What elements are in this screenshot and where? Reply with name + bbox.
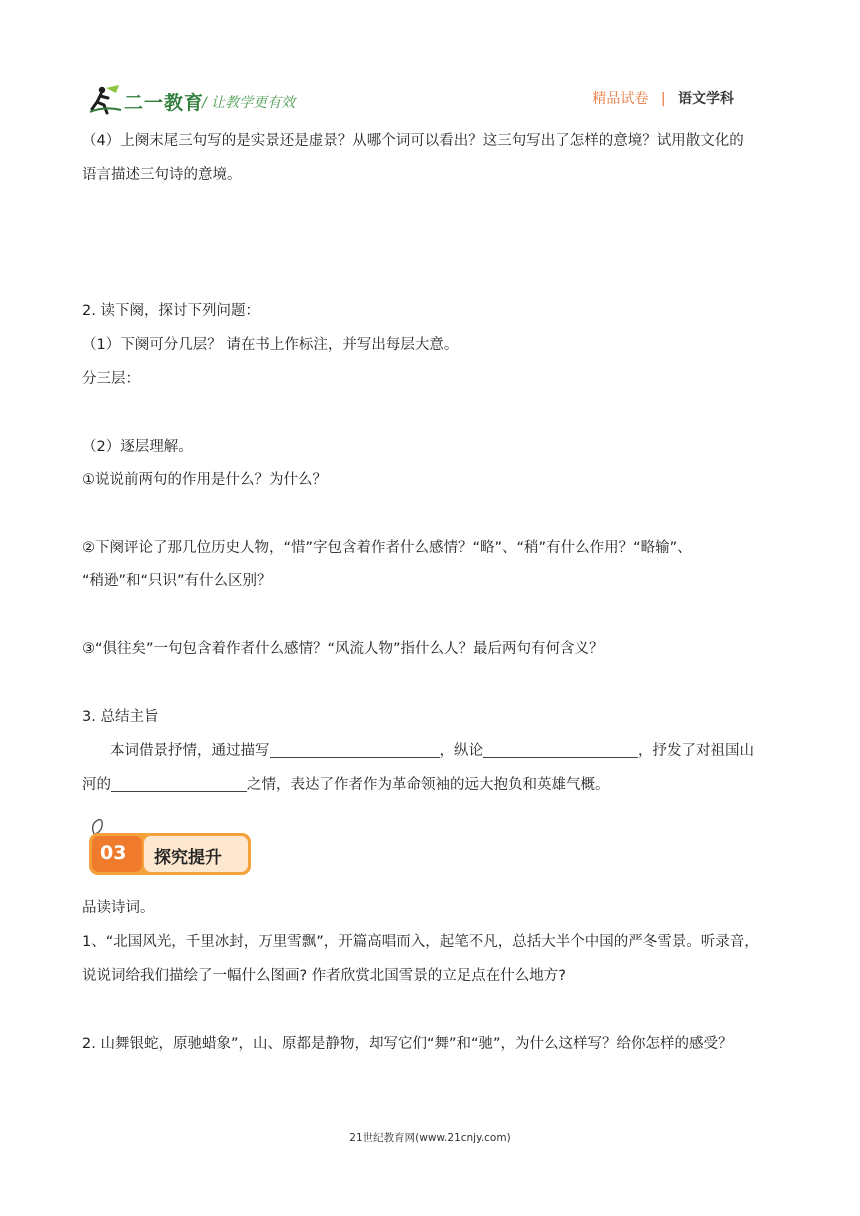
- explore-item-1-line-2: 说说词给我们描绘了一幅什么图画? 作者欣赏北国雪景的立足点在什么地方?: [82, 968, 566, 984]
- question-3-title: 3. 总结主旨: [82, 709, 159, 725]
- question-2-2: （2）逐层理解。: [82, 439, 193, 455]
- section-number: 03: [100, 842, 127, 864]
- explore-intro: 品读诗词。: [82, 900, 155, 916]
- summary-text-1: 本词借景抒情，通过描写: [110, 743, 270, 759]
- section-03-badge: [88, 814, 254, 876]
- question-1-4-line-1: （4）上阕末尾三句写的是实景还是虚景？从哪个词可以看出？这三句写出了怎样的意境？试用散文化的: [82, 133, 744, 149]
- summary-text-5: 之情，表达了作者作为革命领袖的远大抱负和英雄气概。: [247, 777, 610, 793]
- summary-text-4: 河的: [82, 777, 111, 793]
- question-1-4-line-2: 语言描述三句诗的意境。: [82, 167, 242, 183]
- question-2-title: 2. 读下阕，探讨下列问题：: [82, 303, 260, 319]
- question-2-2-c: ③“俱往矣”一句包含着作者什么感情？“风流人物”指什么人？最后两句有何含义？: [82, 641, 604, 657]
- section-title: 探究提升: [154, 848, 222, 868]
- fill-blank-2[interactable]: [483, 741, 638, 758]
- question-2-2-a: ①说说前两句的作用是什么？为什么？: [82, 472, 327, 488]
- header-tag: 精品试卷: [592, 91, 649, 107]
- question-2-2-b-line-2: “稍逊”和“只识”有什么区别？: [82, 573, 272, 589]
- question-2-1: （1）下阕可分几层？ 请在书上作标注，并写出每层大意。: [82, 337, 459, 353]
- summary-text-3: ，抒发了对祖国山: [638, 743, 754, 759]
- header-labels: [592, 88, 734, 108]
- fill-blank-3[interactable]: [111, 775, 247, 792]
- summary-line-2: [82, 775, 610, 795]
- logo-slogan: / 让教学更有效: [202, 95, 296, 111]
- logo-name: 二一教育: [124, 92, 205, 114]
- header-separator: |: [660, 91, 666, 107]
- summary-line-1: [110, 741, 754, 761]
- logo: [88, 82, 338, 116]
- explore-item-1-line-1: 1、“北国风光，千里冰封，万里雪飘”，开篇高唱而入，起笔不凡，总括大半个中国的严冬雪景。听录音，: [82, 934, 759, 950]
- fill-blank-1[interactable]: [270, 741, 440, 758]
- header-subject: 语文学科: [678, 91, 734, 107]
- runner-logo-icon: [88, 82, 122, 116]
- summary-text-2: ，纵论: [439, 743, 483, 759]
- question-2-1-answer: 分三层：: [82, 371, 140, 387]
- explore-item-2: 2. 山舞银蛇，原驰蜡象”，山、原都是静物，却写它们“舞”和“驰”，为什么这样写？给你怎样的感受？: [82, 1036, 733, 1052]
- page-header: [88, 78, 778, 118]
- page-footer: 21世纪教育网(www.21cnjy.com): [349, 1132, 511, 1144]
- question-2-2-b-line-1: ②下阕评论了那几位历史人物，“惜”字包含着作者什么感情？“略”、“稍”有什么作用？“略输”、: [82, 540, 692, 556]
